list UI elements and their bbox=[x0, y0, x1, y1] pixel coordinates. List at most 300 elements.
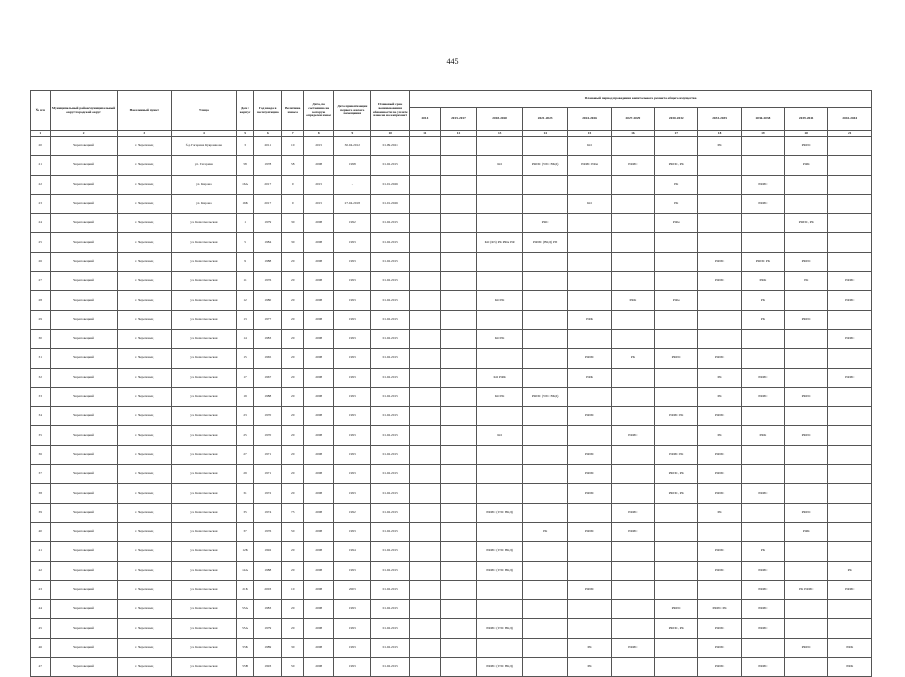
cell-plan bbox=[522, 658, 568, 677]
cell-date-privatization: - bbox=[334, 175, 371, 194]
cell-plan: РФИС, РК bbox=[655, 619, 698, 638]
cell-plan: РК bbox=[655, 175, 698, 194]
cell-date-wear: 2008 bbox=[304, 214, 334, 233]
cell-year-built: 1979 bbox=[254, 619, 282, 638]
header-district: Муниципальный район/муниципальный округ/городской округ bbox=[50, 91, 117, 131]
cell-plan bbox=[410, 426, 440, 445]
cell-plan bbox=[410, 194, 440, 213]
cell-plan bbox=[611, 175, 654, 194]
cell-house: 16А bbox=[236, 175, 253, 194]
cell-plan: РФИС bbox=[655, 349, 698, 368]
cell-plan bbox=[410, 310, 440, 329]
cell-wear: 10 bbox=[282, 580, 304, 599]
cell-street: ул. Комсомольская bbox=[171, 522, 236, 541]
cell-street: ул. Комсомольская bbox=[171, 445, 236, 464]
cell-plan bbox=[785, 233, 828, 252]
table-row bbox=[31, 137, 872, 156]
cell-street: ул. Комсомольская bbox=[171, 426, 236, 445]
cell-plan: РК bbox=[741, 291, 784, 310]
cell-street: б-р Гагарина Кукраннова bbox=[171, 137, 236, 156]
header-year: 2018-2020 bbox=[477, 108, 523, 131]
cell-plan bbox=[655, 387, 698, 406]
header-year: 2030-2032 bbox=[655, 108, 698, 131]
cell-plan bbox=[828, 252, 872, 271]
cell-plan bbox=[440, 387, 477, 406]
cell-plan bbox=[440, 503, 477, 522]
cell-plan bbox=[655, 426, 698, 445]
cell-plan bbox=[410, 465, 440, 484]
column-number: 5 bbox=[236, 131, 253, 137]
cell-plan: РФИС bbox=[568, 349, 611, 368]
cell-plan: РФИС bbox=[741, 658, 784, 677]
cell-plan bbox=[410, 445, 440, 464]
cell-plan bbox=[522, 445, 568, 464]
cell-no: 20 bbox=[31, 137, 51, 156]
cell-plan bbox=[828, 137, 872, 156]
cell-house: 17 bbox=[236, 368, 253, 387]
cell-year-built: 1976 bbox=[254, 522, 282, 541]
cell-plan bbox=[611, 619, 654, 638]
cell-settlement: г. Череповец bbox=[117, 252, 171, 271]
cell-house: 5 bbox=[236, 233, 253, 252]
cell-plan bbox=[785, 175, 828, 194]
cell-plan: РФИС bbox=[828, 329, 872, 348]
cell-plan: КО bbox=[568, 137, 611, 156]
cell-district: Череповецкий bbox=[50, 214, 117, 233]
cell-settlement: г. Череповец bbox=[117, 387, 171, 406]
cell-wear: 30 bbox=[282, 214, 304, 233]
cell-date-wear: 2008 bbox=[304, 407, 334, 426]
cell-plan: РК bbox=[522, 522, 568, 541]
cell-plan bbox=[828, 156, 872, 175]
header-year: 2021-2023 bbox=[522, 108, 568, 131]
cell-plan bbox=[440, 310, 477, 329]
cell-street: ул. Кирова bbox=[171, 194, 236, 213]
cell-plan bbox=[410, 387, 440, 406]
cell-plan bbox=[410, 175, 440, 194]
cell-street: ул. Комсомольская bbox=[171, 658, 236, 677]
cell-date-privatization: 1993 bbox=[334, 465, 371, 484]
cell-plan bbox=[440, 580, 477, 599]
cell-district: Череповецкий bbox=[50, 349, 117, 368]
cell-year-built: 1971 bbox=[254, 465, 282, 484]
cell-district: Череповецкий bbox=[50, 600, 117, 619]
cell-plan bbox=[785, 600, 828, 619]
header-settlement: Населенный пункт bbox=[117, 91, 171, 131]
cell-street: ул. Комсомольская bbox=[171, 542, 236, 561]
cell-plan: КО РФК bbox=[477, 368, 523, 387]
cell-district: Череповецкий bbox=[50, 465, 117, 484]
header-year: 2039-2041 bbox=[785, 108, 828, 131]
table-row bbox=[31, 426, 872, 445]
cell-house: 25 bbox=[236, 426, 253, 445]
cell-settlement: г. Череповец bbox=[117, 522, 171, 541]
cell-plan: РФИС bbox=[611, 638, 654, 657]
column-number: 19 bbox=[741, 131, 784, 137]
cell-plan bbox=[410, 522, 440, 541]
cell-wear: 20 bbox=[282, 329, 304, 348]
cell-deadline: 01.02.2015 bbox=[371, 484, 410, 503]
cell-street: ул. Кирова bbox=[171, 175, 236, 194]
cell-date-wear: 2008 bbox=[304, 503, 334, 522]
cell-wear: 20 bbox=[282, 291, 304, 310]
cell-deadline: 01.02.2015 bbox=[371, 465, 410, 484]
cell-house: 15 bbox=[236, 349, 253, 368]
column-number: 20 bbox=[785, 131, 828, 137]
cell-plan bbox=[741, 137, 784, 156]
cell-year-built: 2003 bbox=[254, 580, 282, 599]
column-number: 13 bbox=[477, 131, 523, 137]
cell-date-privatization: 1993 bbox=[334, 233, 371, 252]
cell-plan bbox=[611, 233, 654, 252]
cell-settlement: г. Череповец bbox=[117, 368, 171, 387]
cell-plan bbox=[440, 542, 477, 561]
cell-no: 36 bbox=[31, 445, 51, 464]
cell-plan bbox=[611, 484, 654, 503]
cell-plan: РФК bbox=[741, 426, 784, 445]
cell-settlement: г. Череповец bbox=[117, 214, 171, 233]
cell-plan: РФИС bbox=[698, 252, 741, 271]
cell-date-wear: 2008 bbox=[304, 484, 334, 503]
cell-no: 21 bbox=[31, 156, 51, 175]
table-row bbox=[31, 561, 872, 580]
cell-plan: РФИС (УЛС ВКД) bbox=[522, 387, 568, 406]
cell-deadline: 01.02.2015 bbox=[371, 561, 410, 580]
cell-no: 27 bbox=[31, 272, 51, 291]
cell-street: ул. Комсомольская bbox=[171, 407, 236, 426]
cell-deadline: 01.02.2015 bbox=[371, 214, 410, 233]
table-row bbox=[31, 349, 872, 368]
cell-plan bbox=[477, 137, 523, 156]
table-row bbox=[31, 233, 872, 252]
cell-date-wear: 2008 bbox=[304, 233, 334, 252]
cell-plan: РФИС (УЛС ВКД) bbox=[477, 542, 523, 561]
cell-date-privatization: 1992 bbox=[334, 503, 371, 522]
cell-plan bbox=[568, 503, 611, 522]
table-row bbox=[31, 252, 872, 271]
cell-plan bbox=[741, 407, 784, 426]
cell-plan: РФИС, РК bbox=[655, 465, 698, 484]
cell-district: Череповецкий bbox=[50, 252, 117, 271]
cell-plan: КО РК bbox=[477, 387, 523, 406]
cell-year-built: 1983 bbox=[254, 329, 282, 348]
cell-plan bbox=[741, 445, 784, 464]
cell-plan bbox=[828, 484, 872, 503]
cell-house: 31 bbox=[236, 484, 253, 503]
cell-plan bbox=[522, 291, 568, 310]
cell-plan bbox=[410, 658, 440, 677]
cell-plan bbox=[611, 465, 654, 484]
column-number: 15 bbox=[568, 131, 611, 137]
table-row bbox=[31, 214, 872, 233]
cell-settlement: г. Череповец bbox=[117, 465, 171, 484]
cell-date-privatization: 1993 bbox=[334, 291, 371, 310]
cell-plan: РФИС bbox=[611, 503, 654, 522]
cell-wear: 20 bbox=[282, 252, 304, 271]
table-row bbox=[31, 387, 872, 406]
cell-plan: РФИС bbox=[828, 368, 872, 387]
cell-year-built: 1974 bbox=[254, 503, 282, 522]
cell-no: 43 bbox=[31, 580, 51, 599]
cell-plan bbox=[828, 387, 872, 406]
cell-plan: РФК bbox=[828, 638, 872, 657]
column-number: 2 bbox=[50, 131, 117, 137]
cell-date-privatization: 1993 bbox=[334, 252, 371, 271]
cell-plan bbox=[698, 175, 741, 194]
cell-plan: РК bbox=[785, 272, 828, 291]
cell-house: 13 bbox=[236, 310, 253, 329]
cell-deadline: 01.02.2015 bbox=[371, 272, 410, 291]
cell-plan: РФИС bbox=[828, 291, 872, 310]
cell-house: 55А bbox=[236, 619, 253, 638]
cell-date-wear: 2008 bbox=[304, 561, 334, 580]
cell-year-built: 1988 bbox=[254, 252, 282, 271]
cell-plan bbox=[410, 561, 440, 580]
cell-plan bbox=[477, 407, 523, 426]
cell-year-built: 1983 bbox=[254, 600, 282, 619]
cell-date-wear: 2008 bbox=[304, 600, 334, 619]
cell-plan bbox=[477, 600, 523, 619]
cell-plan bbox=[698, 233, 741, 252]
cell-plan bbox=[741, 233, 784, 252]
cell-plan bbox=[410, 638, 440, 657]
cell-plan: РФК bbox=[568, 368, 611, 387]
cell-year-built: 1988 bbox=[254, 387, 282, 406]
cell-plan bbox=[568, 542, 611, 561]
cell-district: Череповецкий bbox=[50, 137, 117, 156]
cell-no: 42 bbox=[31, 561, 51, 580]
cell-plan: РФИС bbox=[568, 465, 611, 484]
table-row bbox=[31, 542, 872, 561]
cell-settlement: г. Череповец bbox=[117, 658, 171, 677]
cell-date-privatization: 1993 bbox=[334, 619, 371, 638]
cell-plan bbox=[828, 542, 872, 561]
cell-plan bbox=[522, 580, 568, 599]
cell-plan: РФИС bbox=[568, 445, 611, 464]
cell-plan bbox=[410, 484, 440, 503]
cell-date-privatization: 1993 bbox=[334, 638, 371, 657]
cell-plan bbox=[655, 137, 698, 156]
cell-wear: 20 bbox=[282, 349, 304, 368]
cell-wear: 20 bbox=[282, 445, 304, 464]
cell-wear: 0 bbox=[282, 194, 304, 213]
cell-house: 55Б bbox=[236, 638, 253, 657]
cell-settlement: г. Череповец bbox=[117, 349, 171, 368]
cell-no: 35 bbox=[31, 426, 51, 445]
cell-plan: РФИС bbox=[698, 619, 741, 638]
cell-plan bbox=[611, 194, 654, 213]
cell-plan: РК bbox=[698, 503, 741, 522]
table-row bbox=[31, 310, 872, 329]
cell-plan: РФИС bbox=[785, 137, 828, 156]
cell-plan bbox=[741, 349, 784, 368]
cell-date-wear: 2008 bbox=[304, 445, 334, 464]
cell-plan bbox=[828, 310, 872, 329]
cell-plan bbox=[440, 137, 477, 156]
cell-deadline: 01.02.2015 bbox=[371, 522, 410, 541]
cell-plan: РФИС bbox=[698, 561, 741, 580]
header-year: 2027-2029 bbox=[611, 108, 654, 131]
cell-deadline: 01.02.2015 bbox=[371, 638, 410, 657]
column-number: 17 bbox=[655, 131, 698, 137]
cell-plan: РК bbox=[698, 426, 741, 445]
cell-no: 41 bbox=[31, 542, 51, 561]
cell-plan: РФИС bbox=[698, 272, 741, 291]
cell-plan bbox=[410, 214, 440, 233]
cell-plan: РФИС (УЛС ВКД) bbox=[477, 619, 523, 638]
cell-wear: 20 bbox=[282, 426, 304, 445]
cell-date-wear: 2008 bbox=[304, 156, 334, 175]
cell-plan: РФИС bbox=[741, 580, 784, 599]
header-year: 2014 bbox=[410, 108, 440, 131]
cell-plan: РК bbox=[698, 137, 741, 156]
cell-deadline: 01.02.2015 bbox=[371, 291, 410, 310]
cell-plan bbox=[611, 368, 654, 387]
cell-plan bbox=[410, 542, 440, 561]
cell-plan bbox=[522, 329, 568, 348]
cell-deadline: 01.09.2021 bbox=[371, 137, 410, 156]
cell-plan bbox=[655, 368, 698, 387]
cell-date-privatization: 1998 bbox=[334, 156, 371, 175]
cell-street: ул. Комсомольская bbox=[171, 638, 236, 657]
cell-plan bbox=[655, 658, 698, 677]
cell-settlement: г. Череповец bbox=[117, 329, 171, 348]
cell-house: 9 bbox=[236, 252, 253, 271]
cell-no: 28 bbox=[31, 291, 51, 310]
cell-plan: РФИС bbox=[785, 638, 828, 657]
cell-plan bbox=[828, 426, 872, 445]
cell-plan bbox=[785, 368, 828, 387]
cell-settlement: г. Череповец bbox=[117, 600, 171, 619]
cell-district: Череповецкий bbox=[50, 484, 117, 503]
cell-wear: 20 bbox=[282, 465, 304, 484]
cell-no: 29 bbox=[31, 310, 51, 329]
table-row bbox=[31, 175, 872, 194]
cell-plan bbox=[477, 272, 523, 291]
cell-year-built: 1992 bbox=[254, 542, 282, 561]
cell-plan bbox=[785, 349, 828, 368]
cell-district: Череповецкий bbox=[50, 175, 117, 194]
cell-plan bbox=[477, 484, 523, 503]
cell-plan: РФИС bbox=[698, 445, 741, 464]
cell-street: ул. Гагарина bbox=[171, 156, 236, 175]
cell-plan: РФК bbox=[611, 291, 654, 310]
cell-plan bbox=[477, 445, 523, 464]
cell-plan: РК bbox=[741, 310, 784, 329]
cell-plan bbox=[698, 329, 741, 348]
cell-plan bbox=[522, 619, 568, 638]
cell-street: ул. Комсомольская bbox=[171, 252, 236, 271]
cell-plan bbox=[741, 522, 784, 541]
cell-wear: 20 bbox=[282, 310, 304, 329]
cell-year-built: 2017 bbox=[254, 175, 282, 194]
cell-no: 47 bbox=[31, 658, 51, 677]
column-number: 7 bbox=[282, 131, 304, 137]
cell-year-built: 1993 bbox=[254, 658, 282, 677]
cell-no: 45 bbox=[31, 619, 51, 638]
cell-plan: РФК bbox=[741, 272, 784, 291]
cell-street: ул. Комсомольская bbox=[171, 329, 236, 348]
cell-plan: РФИС bbox=[698, 542, 741, 561]
cell-plan: РФИС bbox=[698, 658, 741, 677]
cell-wear: 0 bbox=[282, 175, 304, 194]
cell-deadline: 01.02.2015 bbox=[371, 503, 410, 522]
cell-plan: РФИС bbox=[741, 561, 784, 580]
cell-plan bbox=[440, 252, 477, 271]
cell-plan bbox=[477, 175, 523, 194]
cell-plan: РФИС bbox=[568, 407, 611, 426]
cell-plan: РФИС bbox=[698, 349, 741, 368]
cell-plan bbox=[698, 291, 741, 310]
cell-settlement: г. Череповец bbox=[117, 542, 171, 561]
cell-plan bbox=[785, 194, 828, 213]
column-number: 1 bbox=[31, 131, 51, 137]
cell-deadline: 01.02.2015 bbox=[371, 329, 410, 348]
cell-plan bbox=[611, 542, 654, 561]
cell-date-privatization: 1993 bbox=[334, 561, 371, 580]
cell-year-built: 1984 bbox=[254, 233, 282, 252]
cell-street: ул. Комсомольская bbox=[171, 387, 236, 406]
cell-plan bbox=[440, 175, 477, 194]
cell-plan bbox=[410, 368, 440, 387]
cell-year-built: 1979 bbox=[254, 214, 282, 233]
cell-plan bbox=[568, 619, 611, 638]
table-row bbox=[31, 465, 872, 484]
cell-deadline: 01.02.2015 bbox=[371, 310, 410, 329]
cell-plan bbox=[477, 522, 523, 541]
cell-date-privatization: 1993 bbox=[334, 349, 371, 368]
cell-plan: РФИС (УЛС ВКД) bbox=[477, 658, 523, 677]
cell-settlement: г. Череповец bbox=[117, 272, 171, 291]
cell-date-privatization: 1994 bbox=[334, 542, 371, 561]
cell-plan bbox=[410, 349, 440, 368]
capital-repair-table bbox=[30, 90, 872, 677]
cell-no: 46 bbox=[31, 638, 51, 657]
cell-plan bbox=[568, 329, 611, 348]
cell-house: 16Б bbox=[236, 194, 253, 213]
cell-district: Череповецкий bbox=[50, 291, 117, 310]
cell-plan bbox=[440, 619, 477, 638]
cell-date-wear: 2008 bbox=[304, 638, 334, 657]
cell-plan bbox=[477, 465, 523, 484]
cell-plan bbox=[741, 465, 784, 484]
cell-house: 12 bbox=[236, 291, 253, 310]
table-row bbox=[31, 522, 872, 541]
cell-deadline: 01.02.2015 bbox=[371, 252, 410, 271]
cell-plan: КО bbox=[477, 426, 523, 445]
cell-plan bbox=[477, 214, 523, 233]
cell-plan bbox=[568, 291, 611, 310]
cell-plan bbox=[611, 310, 654, 329]
cell-wear: 30 bbox=[282, 233, 304, 252]
cell-date-wear: 2008 bbox=[304, 310, 334, 329]
cell-plan: РФИС bbox=[785, 387, 828, 406]
cell-district: Череповецкий bbox=[50, 387, 117, 406]
cell-plan bbox=[568, 214, 611, 233]
header-house: Дом / корпус bbox=[236, 91, 253, 131]
cell-plan: РК bbox=[698, 368, 741, 387]
cell-wear: 50 bbox=[282, 522, 304, 541]
cell-plan: РФИС bbox=[698, 465, 741, 484]
cell-street: ул. Комсомольская bbox=[171, 600, 236, 619]
cell-plan: РФК bbox=[828, 658, 872, 677]
cell-street: ул. Комсомольская bbox=[171, 561, 236, 580]
header-year: 2024-2026 bbox=[568, 108, 611, 131]
cell-settlement: г. Череповец bbox=[117, 137, 171, 156]
cell-plan bbox=[477, 310, 523, 329]
cell-date-wear: 2008 bbox=[304, 619, 334, 638]
cell-house: 53А bbox=[236, 600, 253, 619]
